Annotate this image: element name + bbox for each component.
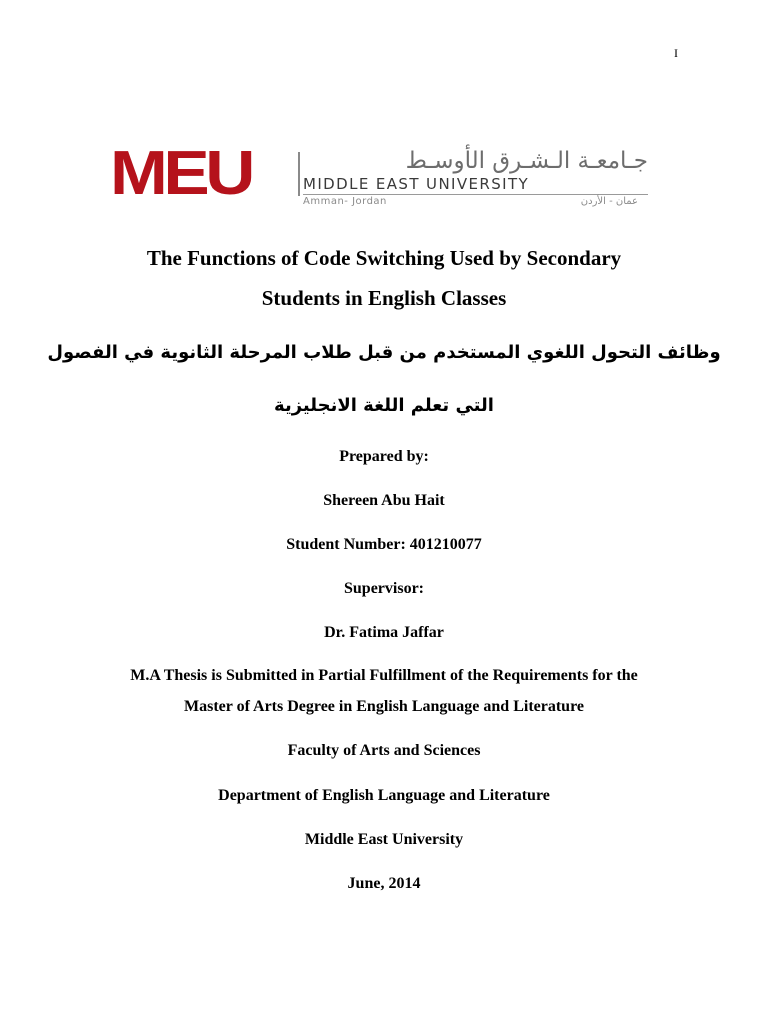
title-line-1: The Functions of Code Switching Used by Secondary: [146, 246, 622, 270]
author-name: Shereen Abu Hait: [323, 492, 445, 509]
logo-city-arabic: عمان - الأردن: [580, 196, 638, 207]
title-line-2: Students in English Classes: [261, 286, 507, 310]
prepared-by-label: Prepared by:: [339, 448, 429, 465]
university-name: Middle East University: [304, 831, 464, 848]
logo-divider: [298, 152, 300, 196]
logo-english-name: MIDDLE EAST UNIVERSITY: [303, 175, 530, 193]
supervisor-name: Dr. Fatima Jaffar: [324, 624, 444, 641]
department: Department of English Language and Literature: [218, 787, 550, 804]
date: June, 2014: [347, 875, 421, 892]
arabic-title-line-1: وظائف التحول اللغوي المستخدم من قبل طلاب المرحلة الثانوية في الفصول: [47, 342, 721, 363]
submission-line-1: M.A Thesis is Submitted in Partial Fulfillment of the Requirements for the: [130, 667, 638, 684]
university-logo: [110, 139, 648, 214]
submission-line-2: Master of Arts Degree in English Language and Literature: [184, 698, 584, 715]
logo-rule: [303, 194, 648, 195]
faculty: Faculty of Arts and Sciences: [287, 742, 481, 759]
logo-arabic-name: جـامعـة الـشـرق الأوسـط: [405, 148, 648, 174]
page-number: I: [674, 46, 678, 60]
logo-mark: MEU: [110, 139, 251, 208]
arabic-title-line-2: التي تعلم اللغة الانجليزية: [274, 395, 494, 416]
logo-city-english: Amman- Jordan: [303, 196, 387, 207]
student-number: Student Number: 401210077: [286, 536, 482, 553]
supervisor-label: Supervisor:: [344, 580, 424, 597]
